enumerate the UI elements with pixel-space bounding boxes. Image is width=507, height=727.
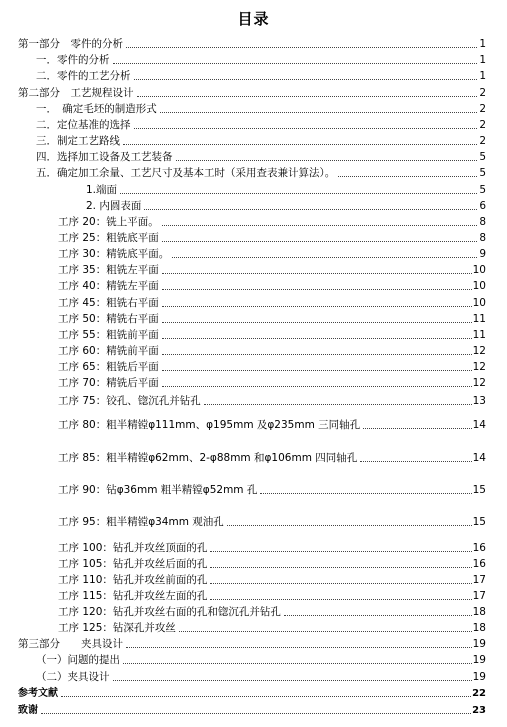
dot-leader xyxy=(210,599,471,600)
toc-entry-text: 工序 25：粗铣底平面 xyxy=(58,232,159,244)
toc-entry[interactable] xyxy=(58,214,486,229)
toc-page-number: 8 xyxy=(479,232,486,244)
toc-entry[interactable] xyxy=(58,375,486,390)
toc-page-number: 12 xyxy=(472,345,486,357)
toc-page-number: 1 xyxy=(479,38,486,50)
toc-entry-text: 工序 90：钻φ36mm 粗半精镗φ52mm 孔 xyxy=(58,484,258,496)
toc-entry-text: 工序 95：粗半精镗φ34mm 观油孔 xyxy=(58,516,224,528)
toc-entry[interactable] xyxy=(18,36,486,51)
dot-leader xyxy=(162,370,472,371)
toc-entry[interactable] xyxy=(86,198,486,213)
toc-entry-text: 工序 120：钻孔并攻丝右面的孔和锪沉孔并钻孔 xyxy=(58,606,281,618)
dot-leader xyxy=(123,144,477,145)
dot-leader xyxy=(162,386,472,387)
toc-page-number: 15 xyxy=(472,516,486,528)
dot-leader xyxy=(204,404,472,405)
toc-entry[interactable] xyxy=(58,359,486,374)
toc-entry-text: 三．制定工艺路线 xyxy=(36,135,120,147)
toc-page-number: 5 xyxy=(479,151,486,163)
toc-page-number: 12 xyxy=(472,361,486,373)
toc-entry[interactable] xyxy=(36,165,486,180)
dot-leader xyxy=(162,241,477,242)
toc-page-number: 5 xyxy=(479,184,486,196)
toc-entry[interactable] xyxy=(58,262,486,277)
toc-entry[interactable] xyxy=(36,68,486,83)
dot-leader xyxy=(172,257,477,258)
toc-page-number: 9 xyxy=(479,248,486,260)
toc-entry[interactable] xyxy=(58,450,486,465)
dot-leader xyxy=(162,225,477,226)
dot-leader xyxy=(210,551,471,552)
dot-leader xyxy=(162,289,472,290)
toc-entry[interactable] xyxy=(58,482,486,497)
toc-entry-text: 五．确定加工余量、工艺尺寸及基本工时（采用查表兼计算法）。 xyxy=(36,167,336,179)
dot-leader xyxy=(210,567,471,568)
dot-leader xyxy=(162,306,472,307)
toc-page-number: 1 xyxy=(479,70,486,82)
toc-entry[interactable] xyxy=(58,556,486,571)
dot-leader xyxy=(113,63,478,64)
dot-leader xyxy=(162,322,472,323)
toc-entry[interactable] xyxy=(36,133,486,148)
toc-page-number: 17 xyxy=(472,574,486,586)
toc-entry[interactable] xyxy=(86,182,486,197)
dot-leader xyxy=(134,128,478,129)
toc-page-number: 10 xyxy=(472,264,486,276)
dot-leader xyxy=(227,525,472,526)
toc-page-number: 8 xyxy=(479,216,486,228)
toc-page-number: 5 xyxy=(479,167,486,179)
dot-leader xyxy=(120,193,477,194)
dot-leader xyxy=(123,663,472,664)
toc-page-number: 10 xyxy=(472,297,486,309)
dot-leader xyxy=(260,493,471,494)
toc-entry[interactable] xyxy=(58,343,486,358)
toc-page-number: 2 xyxy=(479,119,486,131)
toc-page-number: 18 xyxy=(472,606,486,618)
dot-leader xyxy=(284,615,472,616)
toc-page-number: 14 xyxy=(472,419,486,431)
dot-leader xyxy=(360,461,471,462)
toc-entry-text: 工序 60：精铣前平面 xyxy=(58,345,159,357)
toc-entry[interactable] xyxy=(18,685,486,700)
toc-page-number: 13 xyxy=(472,395,486,407)
toc-page-number: 11 xyxy=(472,313,486,325)
toc-entry[interactable] xyxy=(58,230,486,245)
dot-leader xyxy=(126,47,477,48)
toc-entry[interactable] xyxy=(36,652,486,667)
toc-entry-text: 工序 35：粗铣左平面 xyxy=(58,264,159,276)
dot-leader xyxy=(137,96,478,97)
toc-page-number: 2 xyxy=(479,87,486,99)
toc-page-number: 19 xyxy=(472,654,486,666)
toc-page-number: 23 xyxy=(472,705,486,716)
toc-entry-text: 工序 80：粗半精镗φ111mm、φ195mm 及φ235mm 三同轴孔 xyxy=(58,419,361,431)
toc-page-number: 2 xyxy=(479,103,486,115)
dot-leader xyxy=(61,696,471,697)
toc-entry-text: 工序 50：精铣右平面 xyxy=(58,313,159,325)
toc-entry-text: 1.端面 xyxy=(86,184,118,196)
toc-page-number: 17 xyxy=(472,590,486,602)
dot-leader xyxy=(162,354,472,355)
toc-entry[interactable] xyxy=(58,311,486,326)
toc-entry-text: 工序 105：钻孔并攻丝后面的孔 xyxy=(58,558,208,570)
toc-entry[interactable] xyxy=(58,572,486,587)
toc-entry-text: 工序 30：精铣底平面。 xyxy=(58,248,170,260)
toc-entry-text: 工序 115：钻孔并攻丝左面的孔 xyxy=(58,590,208,602)
toc-entry[interactable] xyxy=(58,514,486,529)
toc-page-number: 22 xyxy=(472,688,486,699)
toc-entry-text: 工序 70：精铣后平面 xyxy=(58,377,159,389)
dot-leader xyxy=(113,680,472,681)
toc-entry[interactable] xyxy=(58,540,486,555)
toc-entry[interactable] xyxy=(58,278,486,293)
dot-leader xyxy=(134,79,478,80)
toc-page-number: 16 xyxy=(472,558,486,570)
toc-entry[interactable] xyxy=(58,393,486,408)
toc-page-number: 19 xyxy=(472,638,486,650)
toc-entry-text: 工序 45：粗铣右平面 xyxy=(58,297,159,309)
dot-leader xyxy=(162,338,472,339)
toc-entry-text: 致谢 xyxy=(18,705,38,716)
toc-entry-text: 2. 内圆表面 xyxy=(86,200,142,212)
toc-entry[interactable] xyxy=(36,117,486,132)
dot-leader xyxy=(363,428,471,429)
toc-entry-text: 二．定位基准的选择 xyxy=(36,119,131,131)
dot-leader xyxy=(126,647,472,648)
toc-entry-text: 一．零件的分析 xyxy=(36,54,110,66)
toc-page-number: 1 xyxy=(479,54,486,66)
toc-entry[interactable] xyxy=(58,246,486,261)
toc-page-number: 14 xyxy=(472,452,486,464)
toc-entry-text: 工序 110：钻孔并攻丝前面的孔 xyxy=(58,574,208,586)
toc-page-number: 12 xyxy=(472,377,486,389)
toc-entry[interactable] xyxy=(36,52,486,67)
toc-page-number: 6 xyxy=(479,200,486,212)
toc-entry[interactable] xyxy=(18,702,486,717)
dot-leader xyxy=(179,631,472,632)
toc-page-number: 11 xyxy=(472,329,486,341)
toc-page-number: 15 xyxy=(472,484,486,496)
toc-entry-text: 工序 20：铣上平面。 xyxy=(58,216,159,228)
toc-entry[interactable] xyxy=(36,101,486,116)
toc-entry-text: 参考文献 xyxy=(18,688,58,699)
toc-entry-text: 工序 125：钻深孔并攻丝 xyxy=(58,622,176,634)
toc-entry[interactable] xyxy=(36,149,486,164)
toc-entry-text: 工序 75：铰孔、锪沉孔并钻孔 xyxy=(58,395,201,407)
toc-entry[interactable] xyxy=(58,588,486,603)
toc-entry-text: 工序 85：粗半精镗φ62mm、2-φ88mm 和φ106mm 四同轴孔 xyxy=(58,452,358,464)
dot-leader xyxy=(210,583,471,584)
dot-leader xyxy=(176,160,478,161)
toc-entry[interactable] xyxy=(36,669,486,684)
toc-entry-text: 一． 确定毛坯的制造形式 xyxy=(36,103,157,115)
toc-entry-text: 二．零件的工艺分析 xyxy=(36,70,131,82)
toc-entry[interactable] xyxy=(58,295,486,310)
toc-title: 目录 xyxy=(237,10,270,28)
toc-entry[interactable] xyxy=(58,417,486,432)
toc-entry[interactable] xyxy=(58,604,486,619)
toc-entry[interactable] xyxy=(18,636,486,651)
toc-entry-text: （一）问题的提出 xyxy=(36,654,120,666)
toc-page-number: 19 xyxy=(472,671,486,683)
toc-entry-text: 工序 65：粗铣后平面 xyxy=(58,361,159,373)
toc-page-number: 16 xyxy=(472,542,486,554)
dot-leader xyxy=(160,112,477,113)
toc-page-number: 10 xyxy=(472,280,486,292)
dot-leader xyxy=(162,273,472,274)
toc-entry[interactable] xyxy=(58,620,486,635)
toc-entry-text: 工序 55：粗铣前平面 xyxy=(58,329,159,341)
toc-entry-text: （二）夹具设计 xyxy=(36,671,110,683)
toc-page-number: 18 xyxy=(472,622,486,634)
toc-page-number: 2 xyxy=(479,135,486,147)
toc-entry-text: 工序 40：精铣左平面 xyxy=(58,280,159,292)
dot-leader xyxy=(41,713,471,714)
dot-leader xyxy=(338,176,477,177)
dot-leader xyxy=(144,209,477,210)
toc-entry[interactable] xyxy=(58,327,486,342)
toc-entry-text: 第二部分 工艺规程设计 xyxy=(18,87,134,99)
toc-entry[interactable] xyxy=(18,85,486,100)
toc-entry-text: 四．选择加工设备及工艺装备 xyxy=(36,151,173,163)
toc-entry-text: 第三部分 夹具设计 xyxy=(18,638,123,650)
toc-entry-text: 工序 100：钻孔并攻丝顶面的孔 xyxy=(58,542,208,554)
toc-entry-text: 第一部分 零件的分析 xyxy=(18,38,123,50)
